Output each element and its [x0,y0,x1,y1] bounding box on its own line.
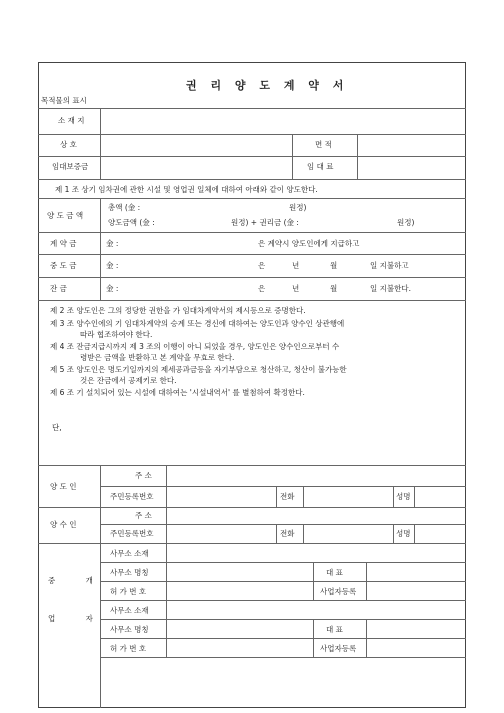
contract-payment-note: 은 계약시 양도인에게 지급하고 [258,239,360,248]
business-reg-label-1: 사업자등록 [320,587,357,596]
representative-field-1[interactable] [370,565,462,579]
balance-payment-note: 일 지불한다. [370,284,411,293]
divider [100,465,101,708]
divider [38,198,466,199]
divider [38,300,466,301]
transfer-total-prefix: 총액 (金 : [108,203,141,212]
transferee-address-label: 주 소 [135,511,152,520]
article-line: 제 2 조 양도인은 그의 정당한 권한을 가 임대차계약서의 제시등으로 증명한다. [50,306,306,315]
office-name-field-2[interactable] [170,622,309,636]
broker-label-bottom: 업 자 [48,614,107,623]
divider [366,562,367,600]
interim-payment-amount: 金 : [106,261,119,270]
divider [38,156,466,157]
article-1: 제 1 조 상기 임차권에 관한 시설 및 영업권 일체에 대하여 아래와 같이 양도한다. [55,185,318,194]
divider [38,277,466,278]
area-label: 면 적 [315,140,332,149]
license-no-field-1[interactable] [170,584,309,598]
balance-payment-label: 잔 금 [50,284,67,293]
divider [414,524,415,543]
interim-unit-year: 년 [292,261,300,270]
divider [366,619,367,657]
dan-clause: 단, [52,423,62,432]
divider [303,524,304,543]
divider [303,486,304,507]
divider [100,638,466,639]
transferor-name-label: 성명 [396,492,411,501]
transferor-label: 양 도 인 [50,482,77,491]
divider [292,134,293,179]
interim-payment-note: 일 지불하고 [370,261,409,270]
article-line: 제 6 조 기 설치되어 있는 시설에 대하여는 '시설내역서' 를 별첨하여 확정한다. [50,388,305,397]
divider [276,486,277,507]
article-line: 것은 잔금에서 공제키로 한다. [80,376,177,385]
divider [393,486,394,507]
transferor-resident-no-label: 주민등록번호 [110,492,154,501]
representative-label-2: 대 표 [326,625,343,634]
transferee-label: 양 수 인 [50,520,77,529]
divider [38,465,466,466]
office-location-field-1[interactable] [170,546,462,560]
business-reg-field-2[interactable] [370,641,462,655]
representative-label-1: 대 표 [326,568,343,577]
property-section-label: 목적물의 표시 [41,96,87,105]
divider [166,465,167,543]
article-line: 제 5 조 양도인은 명도기일까지의 제세공과금등을 자기부담으로 청산하고, 청산이 불가능한 [50,365,347,374]
transferee-resident-no-field[interactable] [170,527,272,541]
divider [393,524,394,543]
article-line: 제 3 조 양수인에의 기 임대차계약의 승계 또는 경신에 대하여는 양도인과 양수인 상관행에 [50,319,345,328]
divider [38,507,466,508]
premium-prefix: 원정) + 권리금 (金 : [231,218,299,227]
divider [100,108,101,179]
transferee-resident-no-label: 주민등록번호 [110,529,154,538]
representative-field-2[interactable] [370,622,462,636]
divider [38,134,466,135]
divider [414,486,415,507]
license-no-label-2: 허 가 번 호 [110,644,147,653]
divider [100,657,466,658]
divider [313,562,314,600]
office-location-field-2[interactable] [170,603,462,617]
transferor-resident-no-field[interactable] [170,489,272,504]
location-label: 소 재 지 [58,116,85,125]
transfer-total-suffix: 원정) [289,203,307,212]
transferee-phone-field[interactable] [307,527,389,541]
balance-unit-year: 년 [292,284,300,293]
divider [100,486,466,487]
transferor-address-field[interactable] [170,468,462,483]
divider [38,543,466,544]
broker-label-top: 중 개 [48,576,107,585]
article-line: 제 4 조 잔금지급시까지 제 3 조의 이행이 아니 되었을 경우, 양도인은 양수인으로부터 수 [50,342,340,351]
license-no-field-2[interactable] [170,641,309,655]
transferor-phone-field[interactable] [307,489,389,504]
office-name-field-1[interactable] [170,565,309,579]
balance-unit-won: 은 [258,284,266,293]
rent-field[interactable] [361,159,462,175]
divider [100,198,101,300]
office-location-label-1: 사무소 소재 [110,549,149,558]
office-location-label-2: 사무소 소재 [110,606,149,615]
trade-name-label: 상 호 [60,140,77,149]
divider [357,134,358,179]
divider [100,619,466,620]
divider [100,600,466,601]
office-name-label-2: 사무소 명칭 [110,625,149,634]
divider [276,524,277,543]
transfer-price-prefix: 양도금액 (金 : [108,218,155,227]
deposit-label: 임대보증금 [52,162,89,171]
location-field[interactable] [104,112,462,130]
business-reg-label-2: 사업자등록 [320,644,357,653]
transferee-address-field[interactable] [170,509,462,522]
interim-unit-won: 은 [258,261,266,270]
transferee-name-field[interactable] [418,527,462,541]
contract-payment-amount: 金 : [106,239,119,248]
balance-payment-amount: 金 : [106,284,119,293]
transferor-phone-label: 전화 [280,492,295,501]
transfer-amount-label: 양 도 금 액 [47,211,84,220]
document-title: 권 리 양 도 계 약 서 [186,79,349,92]
divider [313,619,314,657]
business-reg-field-1[interactable] [370,584,462,598]
divider [38,254,466,255]
divider [100,562,466,563]
balance-unit-month: 월 [330,284,338,293]
rent-label: 임 대 료 [307,162,334,171]
deposit-field[interactable] [104,159,288,175]
article-line: 따라 협조하여야 한다. [80,330,153,339]
premium-suffix: 원정) [397,218,415,227]
special-terms-area[interactable] [62,420,462,460]
trade-name-field[interactable] [104,137,288,153]
divider [38,179,466,180]
divider [166,543,167,657]
transferee-phone-label: 전화 [280,529,295,538]
office-name-label-1: 사무소 명칭 [110,568,149,577]
transferor-name-field[interactable] [418,489,462,504]
transferee-name-label: 성명 [396,529,411,538]
contract-payment-label: 계 약 금 [50,239,77,248]
divider [100,524,466,525]
transferor-address-label: 주 소 [135,471,152,480]
divider [100,581,466,582]
article-line: 령받은 금액을 반환하고 본 계약을 무효로 한다. [80,353,235,362]
divider [38,232,466,233]
interim-unit-month: 월 [330,261,338,270]
license-no-label-1: 허 가 번 호 [110,587,147,596]
interim-payment-label: 중 도 금 [50,261,77,270]
area-field[interactable] [361,137,462,153]
divider [38,108,466,109]
